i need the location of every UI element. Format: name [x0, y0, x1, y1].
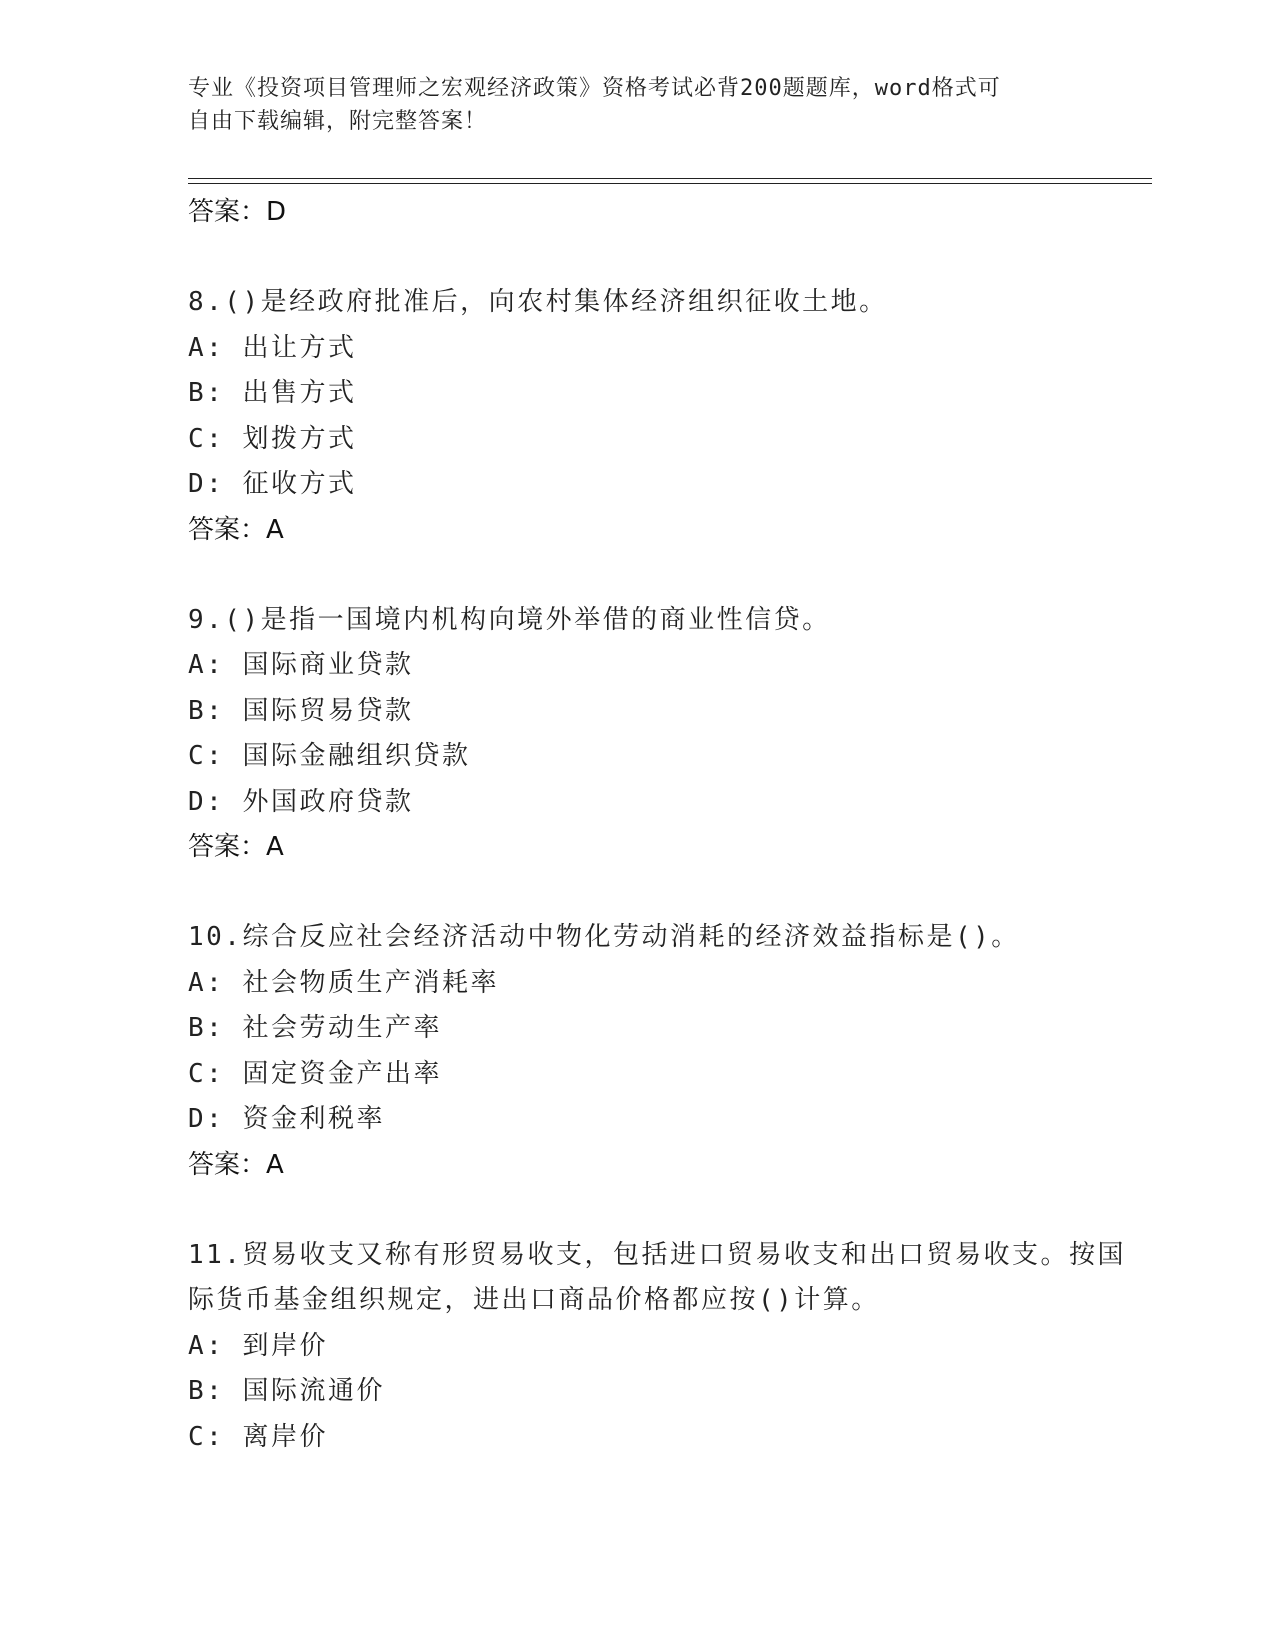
- header-line-1: 专业《投资项目管理师之宏观经济政策》资格考试必背200题题库，word格式可: [188, 76, 1001, 101]
- question-8: [188, 280, 1148, 553]
- question-stem: 10.综合反应社会经济活动中物化劳动消耗的经济效益指标是()。: [188, 922, 1020, 952]
- option-b: B: 社会劳动生产率: [188, 1013, 442, 1043]
- question-answer: 答案：A: [188, 1149, 284, 1180]
- header-rule-top: [188, 178, 1152, 179]
- question-11: [188, 1233, 1148, 1461]
- option-a: A: 社会物质生产消耗率: [188, 967, 499, 998]
- question-10: [188, 915, 1148, 1188]
- option-a: A: 到岸价: [188, 1330, 328, 1361]
- option-d: D: 征收方式: [188, 469, 357, 499]
- option-c: C: 国际金融组织贷款: [188, 741, 471, 771]
- option-d: D: 外国政府贷款: [188, 786, 414, 817]
- question-stem: 11.贸易收支又称有形贸易收支，包括进口贸易收支和出口贸易收支。按国际货币基金组织规定，进出口商品价格都应按()计算。: [188, 1239, 1126, 1315]
- question-list: [188, 190, 1148, 1460]
- document-header: [188, 72, 1088, 138]
- option-b: B: 国际贸易贷款: [188, 695, 414, 726]
- question-answer: 答案：A: [188, 514, 284, 545]
- question-stem: 9.()是指一国境内机构向境外举借的商业性信贷。: [188, 604, 831, 635]
- answer-previous: 答案：D: [188, 197, 287, 227]
- option-c: C: 离岸价: [188, 1421, 328, 1452]
- option-d: D: 资金利税率: [188, 1104, 385, 1134]
- question-9: [188, 598, 1148, 871]
- option-b: B: 国际流通价: [188, 1376, 385, 1406]
- option-a: A: 国际商业贷款: [188, 650, 414, 680]
- question-stem: 8.()是经政府批准后，向农村集体经济组织征收土地。: [188, 287, 888, 317]
- option-c: C: 划拨方式: [188, 423, 357, 454]
- option-a: A: 出让方式: [188, 332, 357, 363]
- question-answer: 答案：A: [188, 832, 284, 862]
- header-line-2: 自由下载编辑，附完整答案！: [188, 109, 488, 134]
- header-rule-bottom: [188, 183, 1152, 184]
- option-c: C: 固定资金产出率: [188, 1058, 442, 1089]
- option-b: B: 出售方式: [188, 378, 357, 408]
